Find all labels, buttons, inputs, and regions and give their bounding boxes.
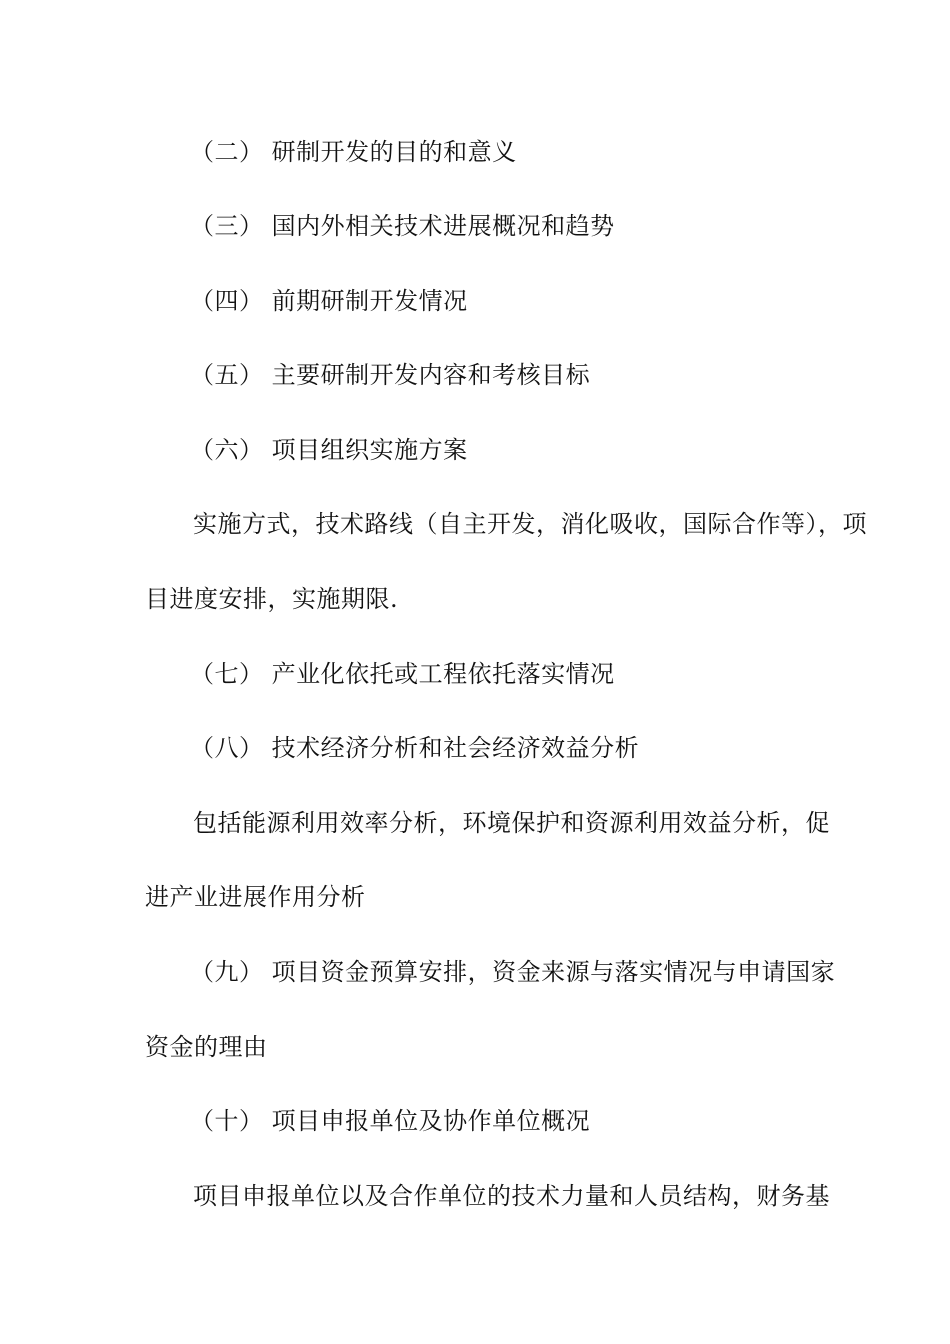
section-heading-6: （六） 项目组织实施方案 (190, 436, 468, 464)
paragraph-line: 实施方式，技术路线（自主开发，消化吸收，国际合作等），项 (193, 510, 867, 538)
section-heading-4: （四） 前期研制开发情况 (190, 287, 468, 315)
paragraph-line: 资金的理由 (145, 1033, 268, 1061)
paragraph-line: 目进度安排，实施期限. (145, 585, 399, 613)
paragraph-line: 进产业进展作用分析 (145, 883, 366, 911)
section-heading-2: （二） 研制开发的目的和意义 (190, 138, 517, 166)
paragraph-line: 项目申报单位以及合作单位的技术力量和人员结构，财务基 (193, 1182, 830, 1210)
section-heading-5: （五） 主要研制开发内容和考核目标 (190, 361, 591, 389)
section-heading-9: （九） 项目资金预算安排，资金来源与落实情况与申请国家 (190, 958, 836, 986)
section-heading-10: （十） 项目申报单位及协作单位概况 (190, 1107, 591, 1135)
paragraph-line: 包括能源利用效率分析，环境保护和资源利用效益分析，促 (193, 809, 830, 837)
section-heading-8: （八） 技术经济分析和社会经济效益分析 (190, 734, 640, 762)
section-heading-7: （七） 产业化依托或工程依托落实情况 (190, 660, 615, 688)
section-heading-3: （三） 国内外相关技术进展概况和趋势 (190, 212, 615, 240)
